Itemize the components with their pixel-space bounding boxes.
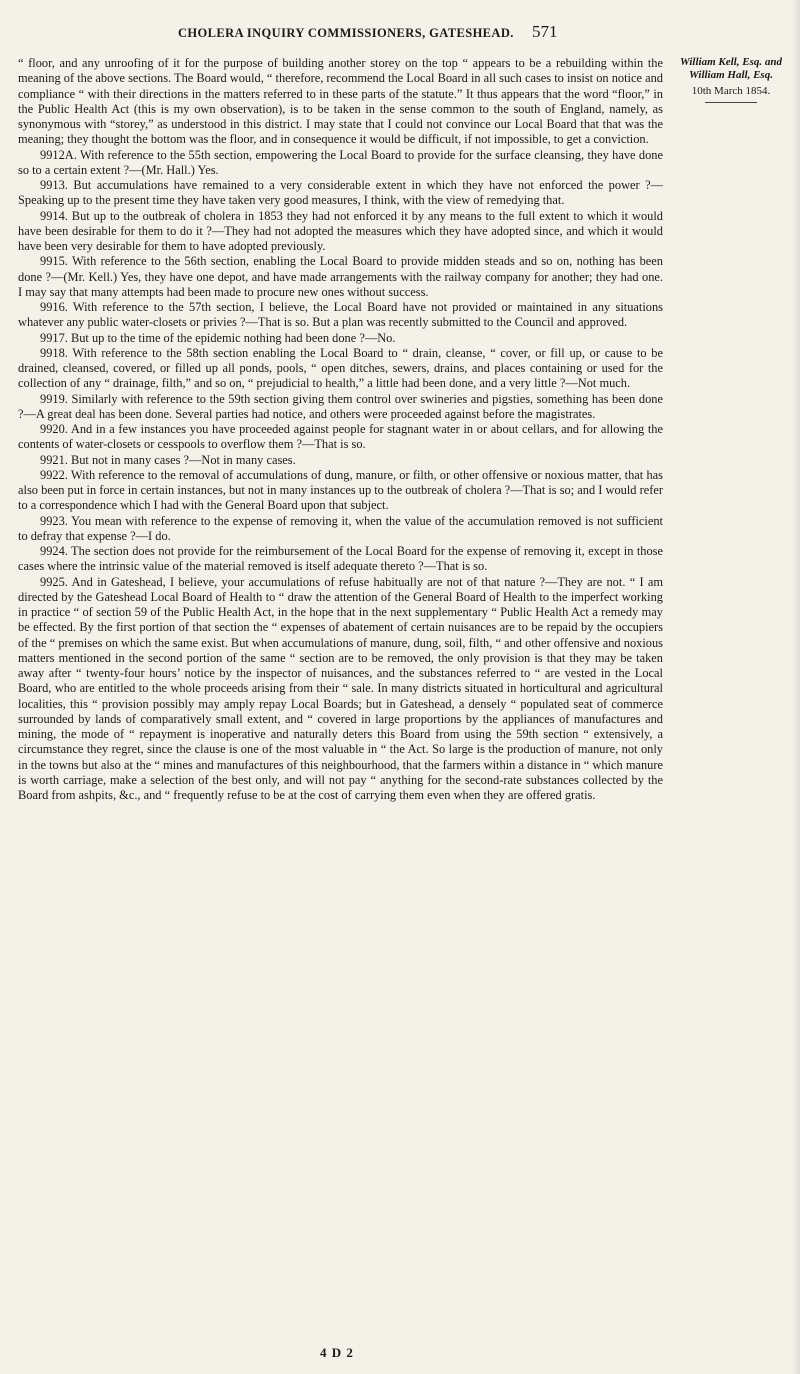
question-9912a: 9912A. With reference to the 55th section, empowering the Local Board to provide for the surface cleansing, they have done so to a certain extent ?—(Mr. Hall.) Yes. [18, 147, 663, 177]
question-9921: 9921. But not in many cases ?—Not in many cases. [40, 452, 296, 467]
question-9922: 9922. With reference to the removal of accumulations of dung, manure, or filth, or other offensive or noxious matter, that has also been put in force in certain instances, but not in many instances up to the outbreak of cholera ?—That is so; and I would refer to a correspondence which I had with the General Board upon that subject. [18, 467, 663, 513]
margin-note [664, 56, 798, 103]
question-9916: 9916. With reference to the 57th section, I believe, the Local Board have not provided or maintained in any situations whatever any public water-closets or privies ?—That is so. But a plan was recently submitted to the Council and approved. [18, 300, 663, 330]
folio-signature: 4 D 2 [320, 1345, 354, 1360]
testimony-date: 10th March 1854. [691, 85, 771, 97]
question-9917: 9917. But up to the time of the epidemic nothing had been done ?—No. [40, 330, 396, 345]
page-edge-shadow [792, 0, 800, 1374]
question-9913: 9913. But accumulations have remained to a very considerable extent in which they have not enforced the power ?—Speaking up to the present time they have taken very good measures, I think, with the view of remedying that. [18, 178, 663, 208]
witness-names: William Kell, Esq. and William Hall, Esq. [680, 56, 782, 81]
question-9914: 9914. But up to the outbreak of cholera in 1853 they had not enforced it by any means to the full extent to which it would have been desirable for them to do it ?—They had not adopted the measures which they have adopted since, and which it would have been very desirable for them to have adopted previously. [18, 208, 663, 253]
paragraph-continued: “ floor, and any unroofing of it for the purpose of building another storey on the top “ appears to be a rebuilding within the meaning of the above sections. The Board would, “ therefore, recommend the Local Board in all such cases to insist on notice and compliance “ with their directions in the matters referred to in these parts of the statute.” It thus appears that the word “floor,” in the Public Health Act (this is my own observation), is to be taken in the sense common to the south of England, namely, as synonymous with “storey,” as understood in this district. I may state that I could not convince our Local Board that that was the meaning; they thought the bottom was the floor, and in consequence it would be difficult, if not impossible, to get a conviction. [18, 56, 663, 147]
margin-rule [705, 102, 757, 103]
question-9918: 9918. With reference to the 58th section enabling the Local Board to “ drain, cleanse, “ cover, or fill up, or cause to be drained, cleansed, covered, or filled up all ponds, pools, “ open ditches, sewers, drains, and places containing or used for the collection of any “ drainage, filth,” and so on, “ prejudicial to health,” a little had been done, and a very little ?—Not much. [18, 345, 663, 391]
question-9920: 9920. And in a few instances you have proceeded against people for stagnant water in or about cellars, and for allowing the contents of water-closets or cesspools to overflow them ?—That is so. [18, 422, 663, 452]
question-9925: 9925. And in Gateshead, I believe, your accumulations of refuse habitually are not of that nature ?—They are not. “ I am directed by the Gateshead Local Board of Health to “ draw the attention of the General Board of Health to the imperfect working in practice “ of section 59 of the Public Health Act, in the hope that in the next supplementary “ Public Health Act a remedy may be effected. By the first portion of that section the “ expenses of abatement of certain nuisances are to be repaid by the occupiers of the “ premises on which the same exist. But when accumulations of manure, dung, soil, filth, “ and other offensive and noxious matters mentioned in the second portion of the same “ section are to be removed, the only provision is that they may be taken away after “ twenty-four hours’ notice by the inspector of nuisances, and the substances referred to “ are vested in the Local Board, who are entitled to the whole proceeds arising from their “ sale. In many districts situated in horticultural and agricultural localities, this “ provision possibly may amply repay Local Boards; but in Gateshead, a densely “ populated seat of commerce surrounded by lands of comparatively small extent, and “ covered in large proportions by the appliances of manufactures and mining, the mode of “ repayment is inoperative and naturally deters this Board from using the 59th section “ extensively, a circumstance they regret, since the clause is one of the most valuable in “ the Act. So large is the production of manure, not only in the towns but also at the “ mines and manufactures of this neighbourhood, that the farmers within a distance in “ which manure is worth carriage, make a selection of the best only, and will not pay “ anything for the second-rate substances collected by the Board from ashpits, &c., and “ frequently refuse to be at the cost of carrying them even when they are offered gratis. [18, 574, 663, 802]
running-head [0, 22, 800, 46]
question-9923: 9923. You mean with reference to the expense of removing it, when the value of the accumulation removed is not sufficient to defray that expense ?—I do. [18, 513, 663, 543]
question-9919: 9919. Similarly with reference to the 59th section giving them control over swineries and pigsties, something has been done ?—A great deal has been done. Several parties had notice, and others were proceeded against before the magistrates. [18, 391, 663, 421]
running-head-title: CHOLERA INQUIRY COMMISSIONERS, GATESHEAD. [178, 26, 514, 40]
question-9915: 9915. With reference to the 56th section, enabling the Local Board to provide midden steads and so on, nothing has been done ?—(Mr. Kell.) Yes, they have one depot, and have made arrangements with the railway company for another; they had one. I may say that many attempts had been made to procure new ones without success. [18, 254, 663, 299]
testimony-body [18, 56, 663, 803]
question-9924: 9924. The section does not provide for the reimbursement of the Local Board for the expense of removing it, except in those cases where the intrinsic value of the material removed is itself adequate thereto ?—That is so. [18, 544, 663, 574]
page-number: 571 [532, 22, 558, 41]
